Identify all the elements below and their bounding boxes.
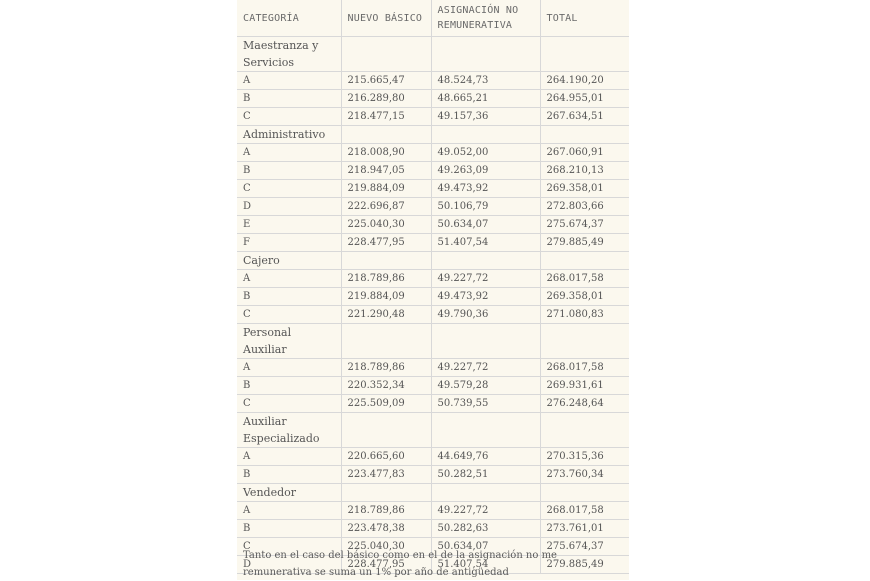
cell-total: 268.210,13: [540, 162, 629, 180]
cell-asignacion: 49.473,92: [431, 180, 540, 198]
cell-nuevo-basico: 218.789,86: [341, 270, 431, 288]
cell-asignacion: 51.407,54: [431, 556, 540, 574]
empty-cell: [341, 37, 431, 72]
cell-categoria: C: [237, 180, 341, 198]
cell-total: 269.358,01: [540, 180, 629, 198]
empty-cell: [540, 324, 629, 359]
footnote: Tanto en el caso del básico como en el de la asignación no me remunerativa se suma un 1% por año de antigüedad: [243, 550, 557, 578]
cell-asignacion: 50.106,79: [431, 198, 540, 216]
table-row: [237, 180, 629, 198]
table-row: [237, 234, 629, 252]
cell-asignacion: 49.227,72: [431, 270, 540, 288]
cell-asignacion: 50.282,63: [431, 520, 540, 538]
group-name: Administrativo: [237, 126, 341, 144]
cell-asignacion: 49.263,09: [431, 162, 540, 180]
table-row: [237, 270, 629, 288]
empty-cell: [341, 252, 431, 270]
cell-total: 268.017,58: [540, 502, 629, 520]
empty-cell: [431, 252, 540, 270]
group-name: Maestranza y Servicios: [237, 37, 341, 72]
cell-asignacion: 50.634,07: [431, 538, 540, 556]
cell-total: 272.803,66: [540, 198, 629, 216]
cell-asignacion: 50.739,55: [431, 395, 540, 413]
empty-cell: [431, 126, 540, 144]
cell-total: 267.634,51: [540, 108, 629, 126]
cell-total: 264.955,01: [540, 90, 629, 108]
table-row: [237, 108, 629, 126]
cell-nuevo-basico: 223.478,38: [341, 520, 431, 538]
cell-nuevo-basico: 219.884,09: [341, 288, 431, 306]
table-row: [237, 466, 629, 484]
cell-categoria: A: [237, 72, 341, 90]
cell-categoria: F: [237, 234, 341, 252]
cell-categoria: B: [237, 377, 341, 395]
cell-asignacion: 51.407,54: [431, 234, 540, 252]
cell-categoria: C: [237, 108, 341, 126]
empty-cell: [431, 324, 540, 359]
header-total: TOTAL: [540, 0, 629, 37]
table-row: [237, 198, 629, 216]
cell-asignacion: 44.649,76: [431, 448, 540, 466]
cell-total: 267.060,91: [540, 144, 629, 162]
table-header: [237, 0, 629, 37]
cell-nuevo-basico: 219.884,09: [341, 180, 431, 198]
cell-total: 268.017,58: [540, 359, 629, 377]
empty-cell: [341, 413, 431, 448]
group-row: [237, 252, 629, 270]
cell-categoria: A: [237, 359, 341, 377]
cell-nuevo-basico: 218.008,90: [341, 144, 431, 162]
cell-nuevo-basico: 225.040,30: [341, 538, 431, 556]
cell-total: 279.885,49: [540, 556, 629, 574]
cell-categoria: D: [237, 198, 341, 216]
cell-total: 273.761,01: [540, 520, 629, 538]
empty-cell: [540, 252, 629, 270]
table-row: [237, 216, 629, 234]
cell-nuevo-basico: 225.509,09: [341, 395, 431, 413]
cell-nuevo-basico: 218.477,15: [341, 108, 431, 126]
cell-categoria: B: [237, 90, 341, 108]
cell-total: 273.760,34: [540, 466, 629, 484]
empty-cell: [540, 484, 629, 502]
cell-nuevo-basico: 223.477,83: [341, 466, 431, 484]
cell-total: 271.080,83: [540, 306, 629, 324]
header-nuevo-basico: NUEVO BÁSICO: [341, 0, 431, 37]
group-name: Vendedor: [237, 484, 341, 502]
group-row: [237, 484, 629, 502]
cell-total: 264.190,20: [540, 72, 629, 90]
cell-nuevo-basico: 220.352,34: [341, 377, 431, 395]
group-row: [237, 324, 629, 359]
cell-asignacion: 49.052,00: [431, 144, 540, 162]
cell-asignacion: 49.579,28: [431, 377, 540, 395]
table-row: [237, 502, 629, 520]
cell-categoria: B: [237, 466, 341, 484]
cell-total: 276.248,64: [540, 395, 629, 413]
cell-categoria: A: [237, 502, 341, 520]
empty-cell: [341, 484, 431, 502]
group-name: Auxiliar Especializado: [237, 413, 341, 448]
cell-nuevo-basico: 222.696,87: [341, 198, 431, 216]
cell-categoria: C: [237, 538, 341, 556]
cell-total: 275.674,37: [540, 538, 629, 556]
cell-asignacion: 49.157,36: [431, 108, 540, 126]
table-row: [237, 144, 629, 162]
empty-cell: [431, 413, 540, 448]
cell-nuevo-basico: 218.789,86: [341, 359, 431, 377]
header-row: [237, 0, 629, 37]
group-name: Cajero: [237, 252, 341, 270]
cell-asignacion: 49.790,36: [431, 306, 540, 324]
empty-cell: [431, 37, 540, 72]
cell-nuevo-basico: 218.789,86: [341, 502, 431, 520]
table-row: [237, 72, 629, 90]
cell-categoria: D: [237, 556, 341, 574]
cell-categoria: B: [237, 162, 341, 180]
header-categoria: CATEGORÍA: [237, 0, 341, 37]
cell-categoria: B: [237, 288, 341, 306]
cell-categoria: A: [237, 270, 341, 288]
header-asignacion: ASIGNACIÓN NO REMUNERATIVA: [431, 0, 540, 37]
cell-categoria: B: [237, 520, 341, 538]
cell-total: 279.885,49: [540, 234, 629, 252]
empty-cell: [540, 413, 629, 448]
cell-asignacion: 48.665,21: [431, 90, 540, 108]
cell-total: 269.358,01: [540, 288, 629, 306]
empty-cell: [540, 37, 629, 72]
group-name: Personal Auxiliar: [237, 324, 341, 359]
cell-categoria: A: [237, 448, 341, 466]
group-row: [237, 413, 629, 448]
cell-asignacion: 49.227,72: [431, 359, 540, 377]
cell-nuevo-basico: 218.947,05: [341, 162, 431, 180]
cell-asignacion: 49.473,92: [431, 288, 540, 306]
table-row: [237, 359, 629, 377]
cell-categoria: E: [237, 216, 341, 234]
table-row: [237, 448, 629, 466]
cell-nuevo-basico: 220.665,60: [341, 448, 431, 466]
table-row: [237, 395, 629, 413]
empty-cell: [431, 484, 540, 502]
salary-table: [237, 0, 629, 574]
cell-nuevo-basico: 228.477,95: [341, 556, 431, 574]
table-body: [237, 37, 629, 574]
group-row: [237, 126, 629, 144]
cell-nuevo-basico: 221.290,48: [341, 306, 431, 324]
empty-cell: [341, 324, 431, 359]
cell-asignacion: 50.282,51: [431, 466, 540, 484]
cell-categoria: C: [237, 306, 341, 324]
table-row: [237, 288, 629, 306]
cell-categoria: A: [237, 144, 341, 162]
cell-total: 268.017,58: [540, 270, 629, 288]
cell-asignacion: 48.524,73: [431, 72, 540, 90]
table-row: [237, 162, 629, 180]
cell-nuevo-basico: 215.665,47: [341, 72, 431, 90]
table-row: [237, 90, 629, 108]
table-row: [237, 377, 629, 395]
cell-asignacion: 49.227,72: [431, 502, 540, 520]
empty-cell: [341, 126, 431, 144]
cell-total: 275.674,37: [540, 216, 629, 234]
cell-categoria: C: [237, 395, 341, 413]
table-row: [237, 306, 629, 324]
salary-table-panel: [237, 0, 629, 580]
cell-nuevo-basico: 228.477,95: [341, 234, 431, 252]
table-row: [237, 520, 629, 538]
cell-nuevo-basico: 225.040,30: [341, 216, 431, 234]
cell-total: 270.315,36: [540, 448, 629, 466]
cell-nuevo-basico: 216.289,80: [341, 90, 431, 108]
group-row: [237, 37, 629, 72]
empty-cell: [540, 126, 629, 144]
cell-total: 269.931,61: [540, 377, 629, 395]
cell-asignacion: 50.634,07: [431, 216, 540, 234]
